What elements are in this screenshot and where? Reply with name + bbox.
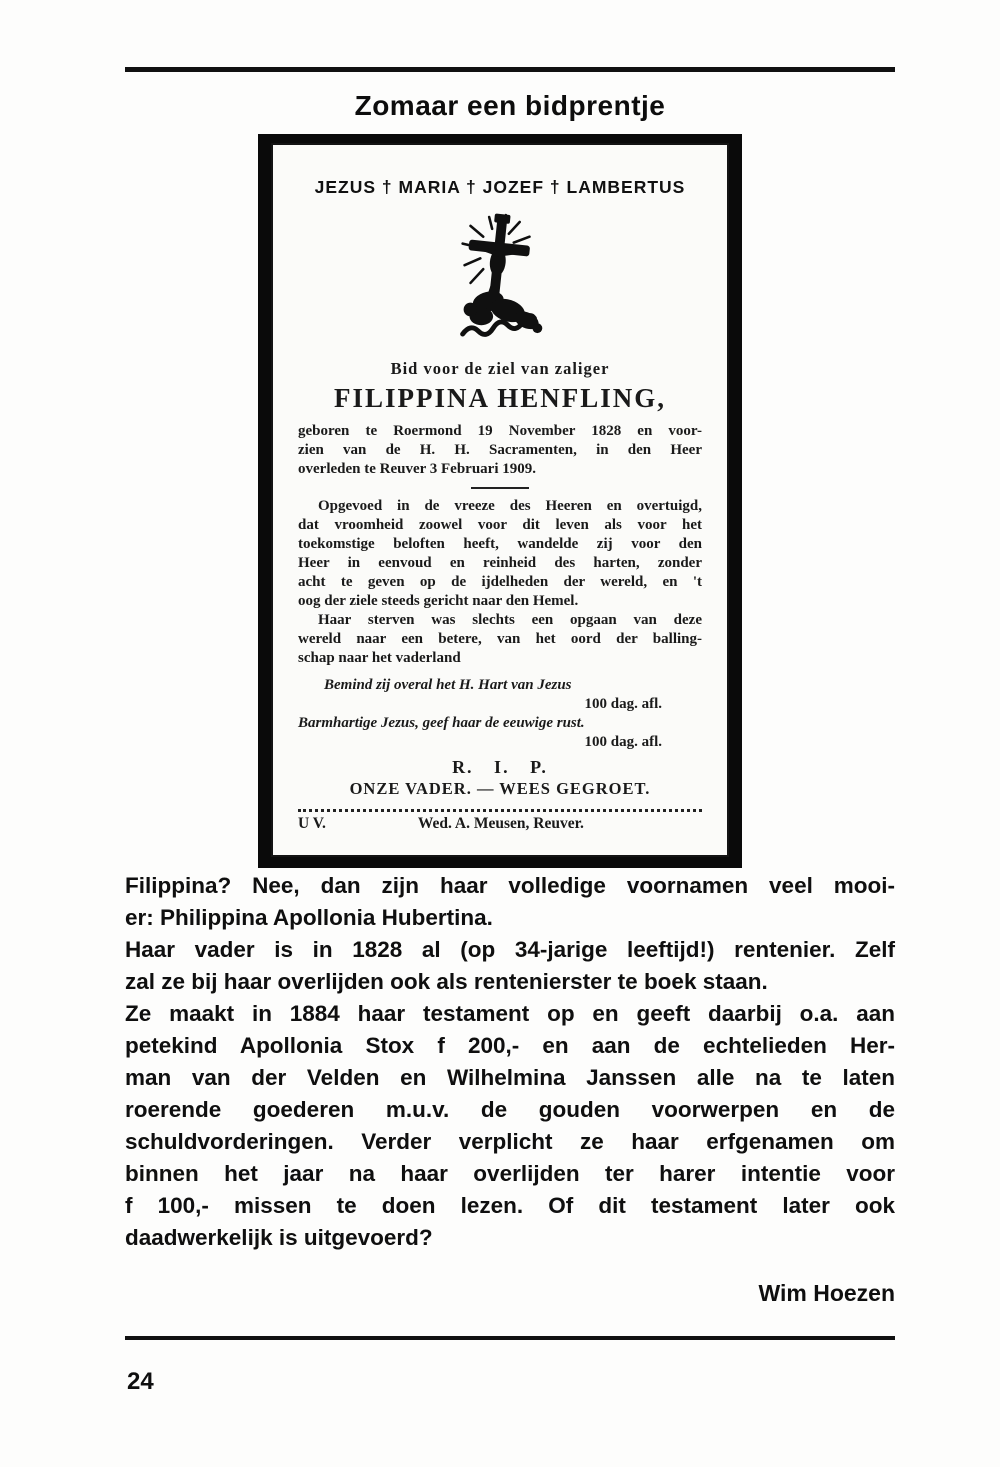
eulogy-line: wereld naar een betere, van het oord der balling- [298,631,702,647]
vitals-line: zien van de H. H. Sacramenten, in den Heer [298,442,702,458]
vitals-line: geboren te Roermond 19 November 1828 en voor- [298,423,702,439]
eulogy-line: oog der ziele steeds gericht naar den Hemel. [298,593,579,609]
deceased-name: FILIPPINA HENFLING, [333,383,667,413]
prayer-line: Bemind zij overal het H. Hart van Jezus [324,677,572,693]
crucifix-icon [298,210,702,353]
page-number: 24 [127,1368,154,1395]
eulogy-line: Heer in eenvoud en reinheid des harten, zonder [298,555,702,571]
body-line: Ze maakt in 1884 haar testament op en geeft daarbij o.a. aan [125,1001,895,1026]
body-line: daadwerkelijk is uitgevoerd? [125,1225,433,1250]
prayer-card [258,134,742,868]
prayer-card-inner [271,143,729,857]
vitals-line: overleden te Reuver 3 Februari 1909. [298,461,537,477]
bid-voor-line: Bid voor de ziel van zaliger [390,359,610,378]
body-line: zal ze bij haar overlijden ook als rentenierster te boek staan. [125,969,768,994]
body-line: er: Philippina Apollonia Hubertina. [125,905,493,930]
dotted-rule [298,809,702,812]
indulgence-note: 100 dag. afl. [584,696,662,712]
body-line: Filippina? Nee, dan zijn haar volledige voornamen veel mooi- [125,873,895,898]
body-line: Haar vader is in 1828 al (op 34-jarige leeftijd!) rentenier. Zelf [125,937,895,962]
section-divider [471,487,529,489]
rip-line: R. I. P. [452,757,548,777]
eulogy-line: schap naar het vaderland [298,650,461,666]
vitals-paragraph [298,422,702,479]
eulogy-line: Haar sterven was slechts een opgaan van deze [318,612,702,628]
body-line: f 100,- missen te doen lezen. Of dit testament later ook [125,1193,895,1218]
author-signature: Wim Hoezen [758,1280,895,1306]
eulogy-line: acht te geven op de ijdelheden der wereld, en 't [298,574,702,590]
body-line: roerende goederen m.u.v. de gouden voorwerpen en de [125,1097,895,1122]
indulgence-note: 100 dag. afl. [584,734,662,750]
eulogy-paragraph-2 [298,611,702,668]
body-line: petekind Apollonia Stox f 200,- en aan de echtelieden Her- [125,1033,895,1058]
article-title: Zomaar een bidprentje [354,90,666,121]
eulogy-line: Opgevoed in de vreeze des Heeren en overtuigd, [318,498,702,514]
closing-prayers-line: ONZE VADER. — WEES GEGROET. [349,779,651,798]
imprint-printer: Wed. A. Meusen, Reuver. [417,815,584,832]
imprint-initials: U V. [298,815,326,832]
article-body [125,870,895,1254]
body-line: schuldvorderingen. Verder verplicht ze haar erfgenamen om [125,1129,895,1154]
invocation-line: JEZUS † MARIA † JOZEF † LAMBERTUS [314,177,686,197]
indulgence-prayers [298,676,702,752]
bottom-rule [125,1336,895,1340]
body-line: binnen het jaar na haar overlijden ter harer intentie voor [125,1161,895,1186]
eulogy-paragraph-1 [298,497,702,611]
body-line: man van der Velden en Wilhelmina Janssen alle na te laten [125,1065,895,1090]
prayer-line: Barmhartige Jezus, geef haar de eeuwige rust. [298,715,585,731]
top-rule [125,67,895,72]
printer-imprint [298,815,702,833]
eulogy-line: toekomstige beloften heeft, wandelde zij voor den [298,536,702,552]
eulogy-line: dat vroomheid zoowel voor dit leven als voor het [298,517,702,533]
